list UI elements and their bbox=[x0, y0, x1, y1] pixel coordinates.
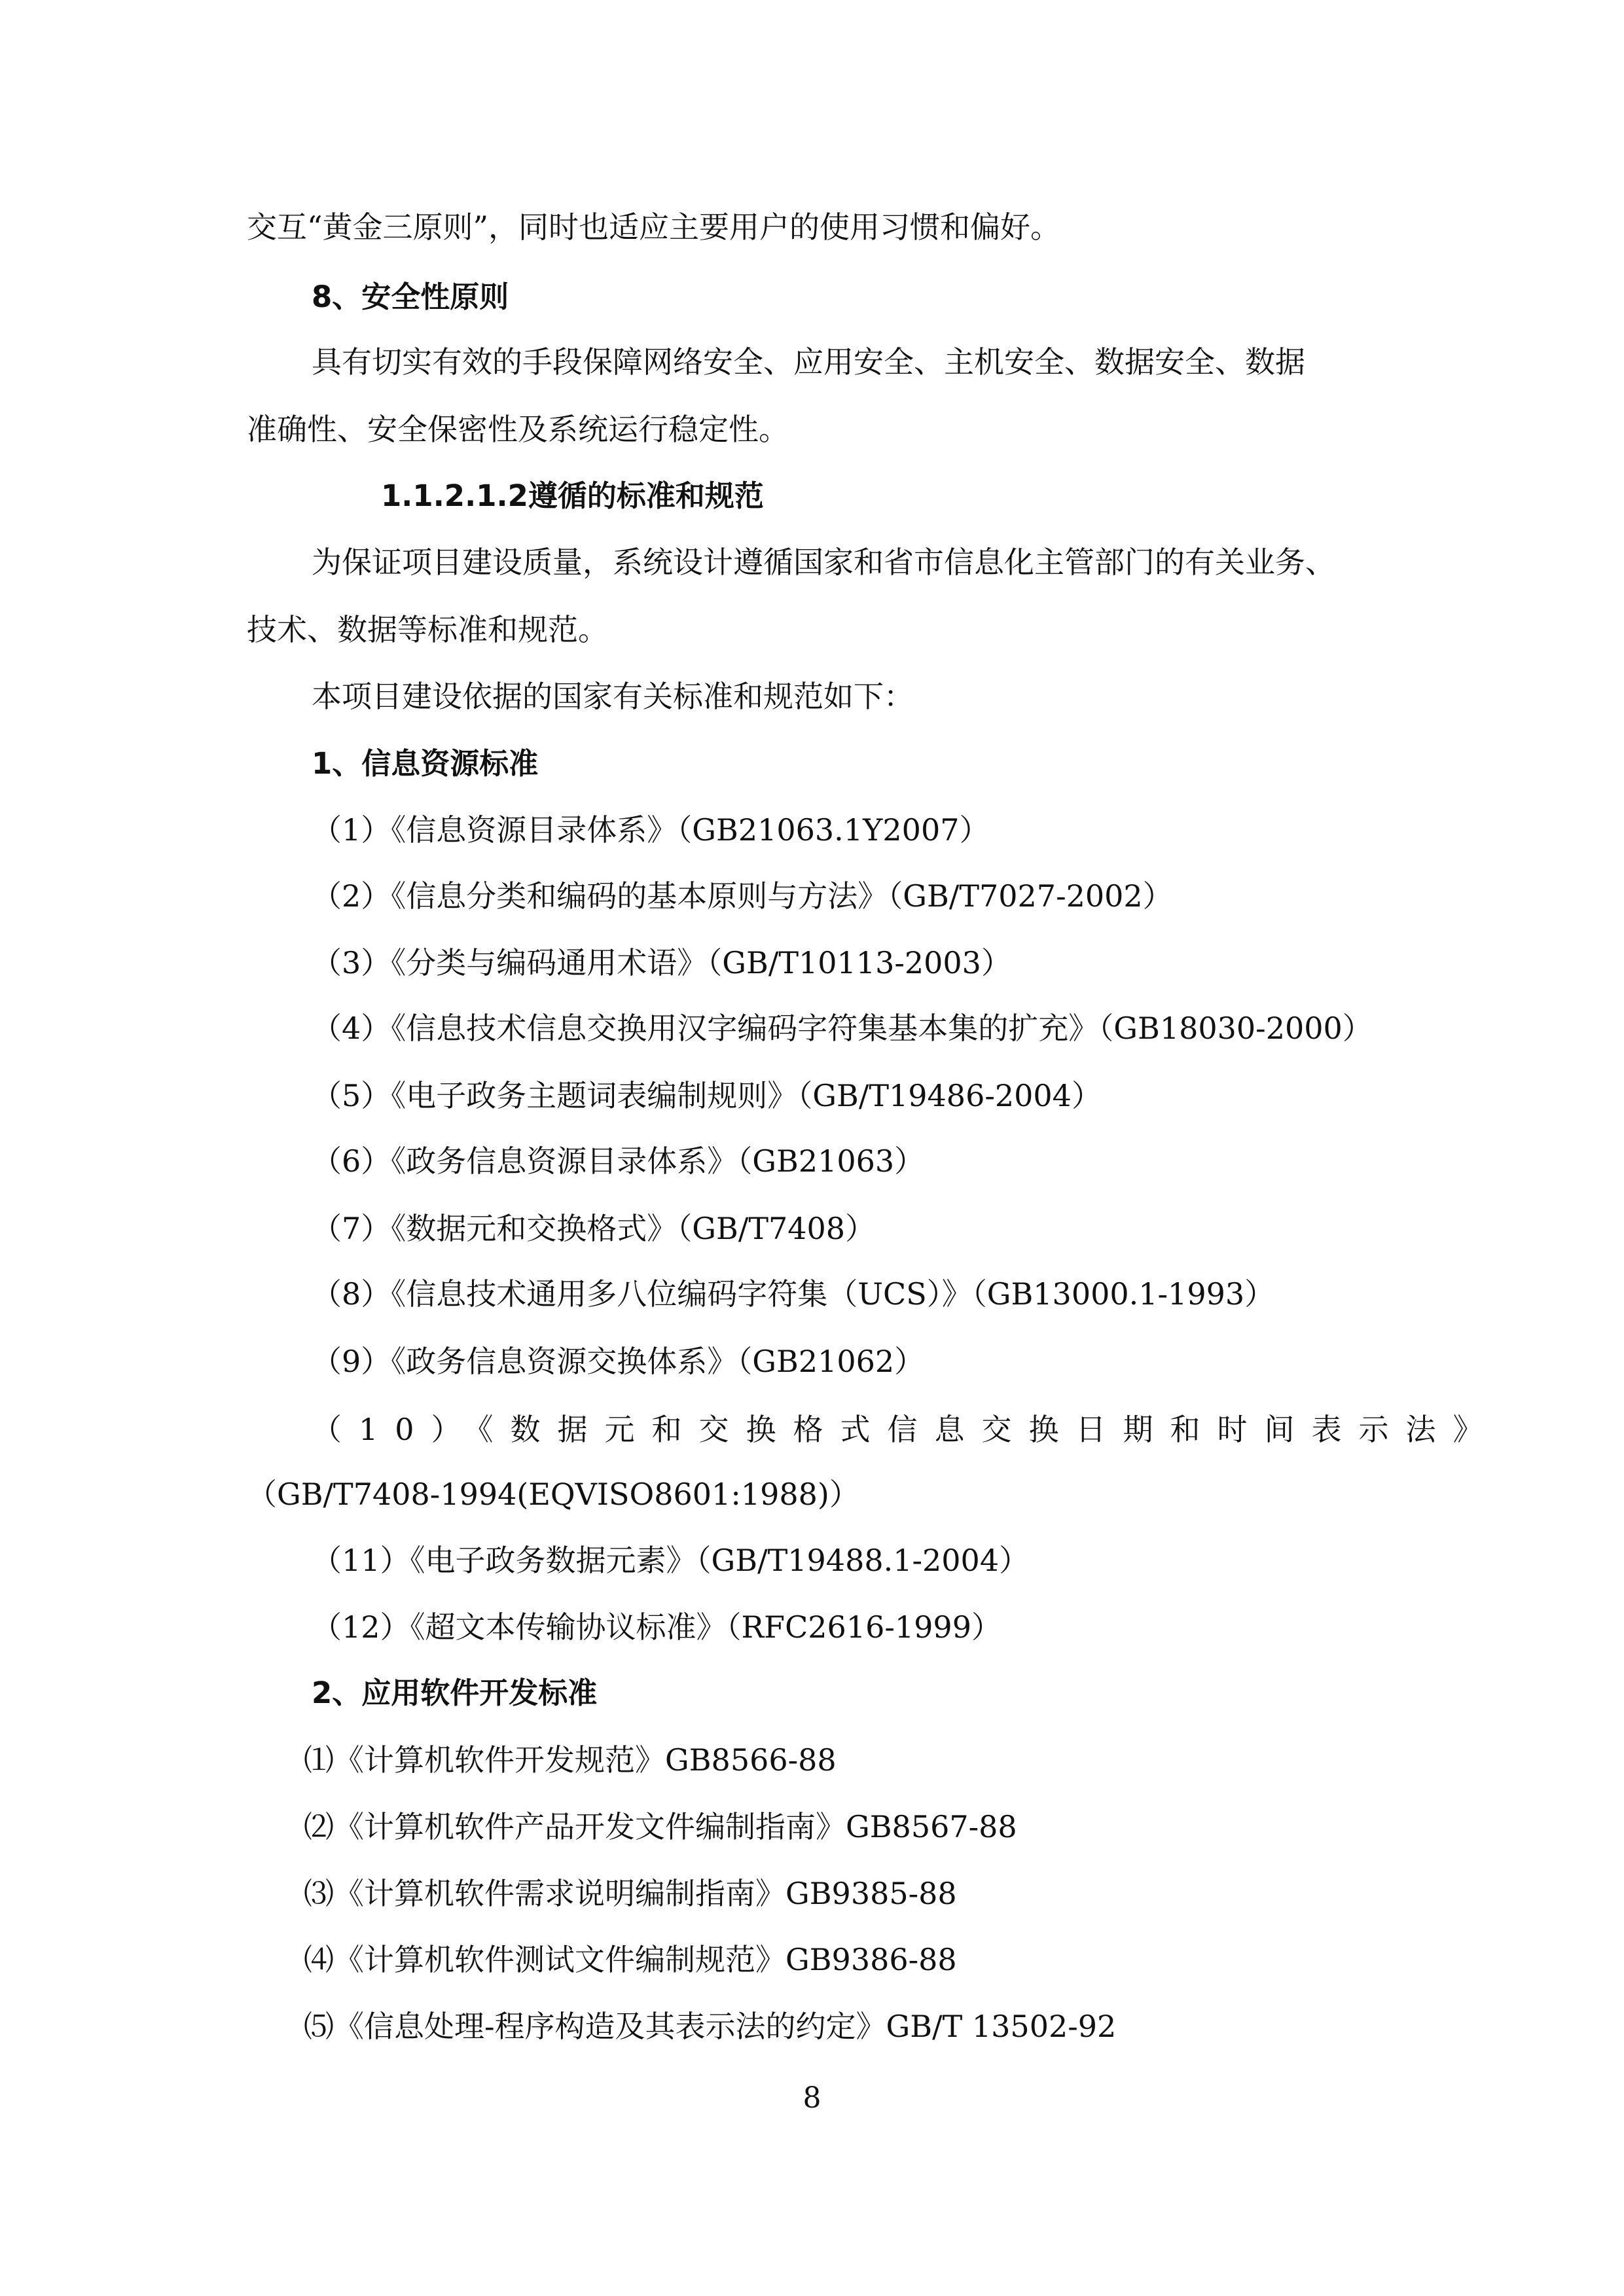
list-item: （10）《数据元和交换格式信息交换日期和时间表示法》 bbox=[312, 1412, 1500, 1447]
list-item: （5）《电子政务主题词表编制规则》（GB/T19486-2004） bbox=[312, 1078, 1102, 1113]
list-item: （8）《信息技术通用多八位编码字符集（UCS）》（GB13000.1-1993） bbox=[312, 1276, 1275, 1312]
security-paragraph-line-1: 具有切实有效的手段保障网络安全、应用安全、主机安全、数据安全、数据 bbox=[312, 344, 1305, 380]
list-item: （1）《信息资源目录体系》（GB21063.1Y2007） bbox=[312, 812, 990, 848]
list-item: （3）《分类与编码通用术语》（GB/T10113-2003） bbox=[312, 945, 1011, 980]
list-item: （2）《信息分类和编码的基本原则与方法》（GB/T7027-2002） bbox=[312, 878, 1173, 914]
page-number: 8 bbox=[803, 2081, 821, 2115]
paragraph-continuation: 交互“黄金三原则”，同时也适应主要用户的使用习惯和偏好。 bbox=[247, 209, 1061, 245]
list-item-continuation: （GB/T7408-1994(EQVISO8601:1988)） bbox=[247, 1477, 859, 1512]
list-item: ⑵《计算机软件产品开发文件编制指南》GB8567-88 bbox=[304, 1809, 1017, 1844]
list-item: ⑷《计算机软件测试文件编制规范》GB9386-88 bbox=[304, 1942, 957, 1977]
security-principle-heading: 8、安全性原则 bbox=[312, 279, 509, 314]
list-item: ⑸《信息处理-程序构造及其表示法的约定》GB/T 13502-92 bbox=[304, 2009, 1117, 2044]
list-item: ⑶《计算机软件需求说明编制指南》GB9385-88 bbox=[304, 1876, 957, 1911]
list-item: （11）《电子政务数据元素》（GB/T19488.1-2004） bbox=[312, 1543, 1030, 1578]
info-standards-heading: 1、信息资源标准 bbox=[312, 746, 539, 781]
list-item: （4）《信息技术信息交换用汉字编码字符集基本集的扩充》（GB18030-2000） bbox=[312, 1011, 1373, 1046]
standards-intro: 本项目建设依据的国家有关标准和规范如下： bbox=[312, 679, 914, 714]
list-item: （9）《政务信息资源交换体系》（GB21062） bbox=[312, 1344, 925, 1379]
security-paragraph-line-2: 准确性、安全保密性及系统运行稳定性。 bbox=[247, 412, 789, 447]
quality-paragraph-line-1: 为保证项目建设质量，系统设计遵循国家和省市信息化主管部门的有关业务、 bbox=[312, 545, 1335, 580]
quality-paragraph-line-2: 技术、数据等标准和规范。 bbox=[247, 612, 608, 647]
list-item: （6）《政务信息资源目录体系》（GB21063） bbox=[312, 1143, 925, 1179]
list-item: ⑴《计算机软件开发规范》GB8566-88 bbox=[304, 1742, 837, 1778]
section-heading: 1.1.2.1.2遵循的标准和规范 bbox=[381, 478, 764, 513]
list-item: （7）《数据元和交换格式》（GB/T7408） bbox=[312, 1211, 876, 1246]
software-standards-heading: 2、应用软件开发标准 bbox=[312, 1676, 598, 1710]
list-item: （12）《超文本传输协议标准》（RFC2616-1999） bbox=[312, 1609, 1001, 1645]
